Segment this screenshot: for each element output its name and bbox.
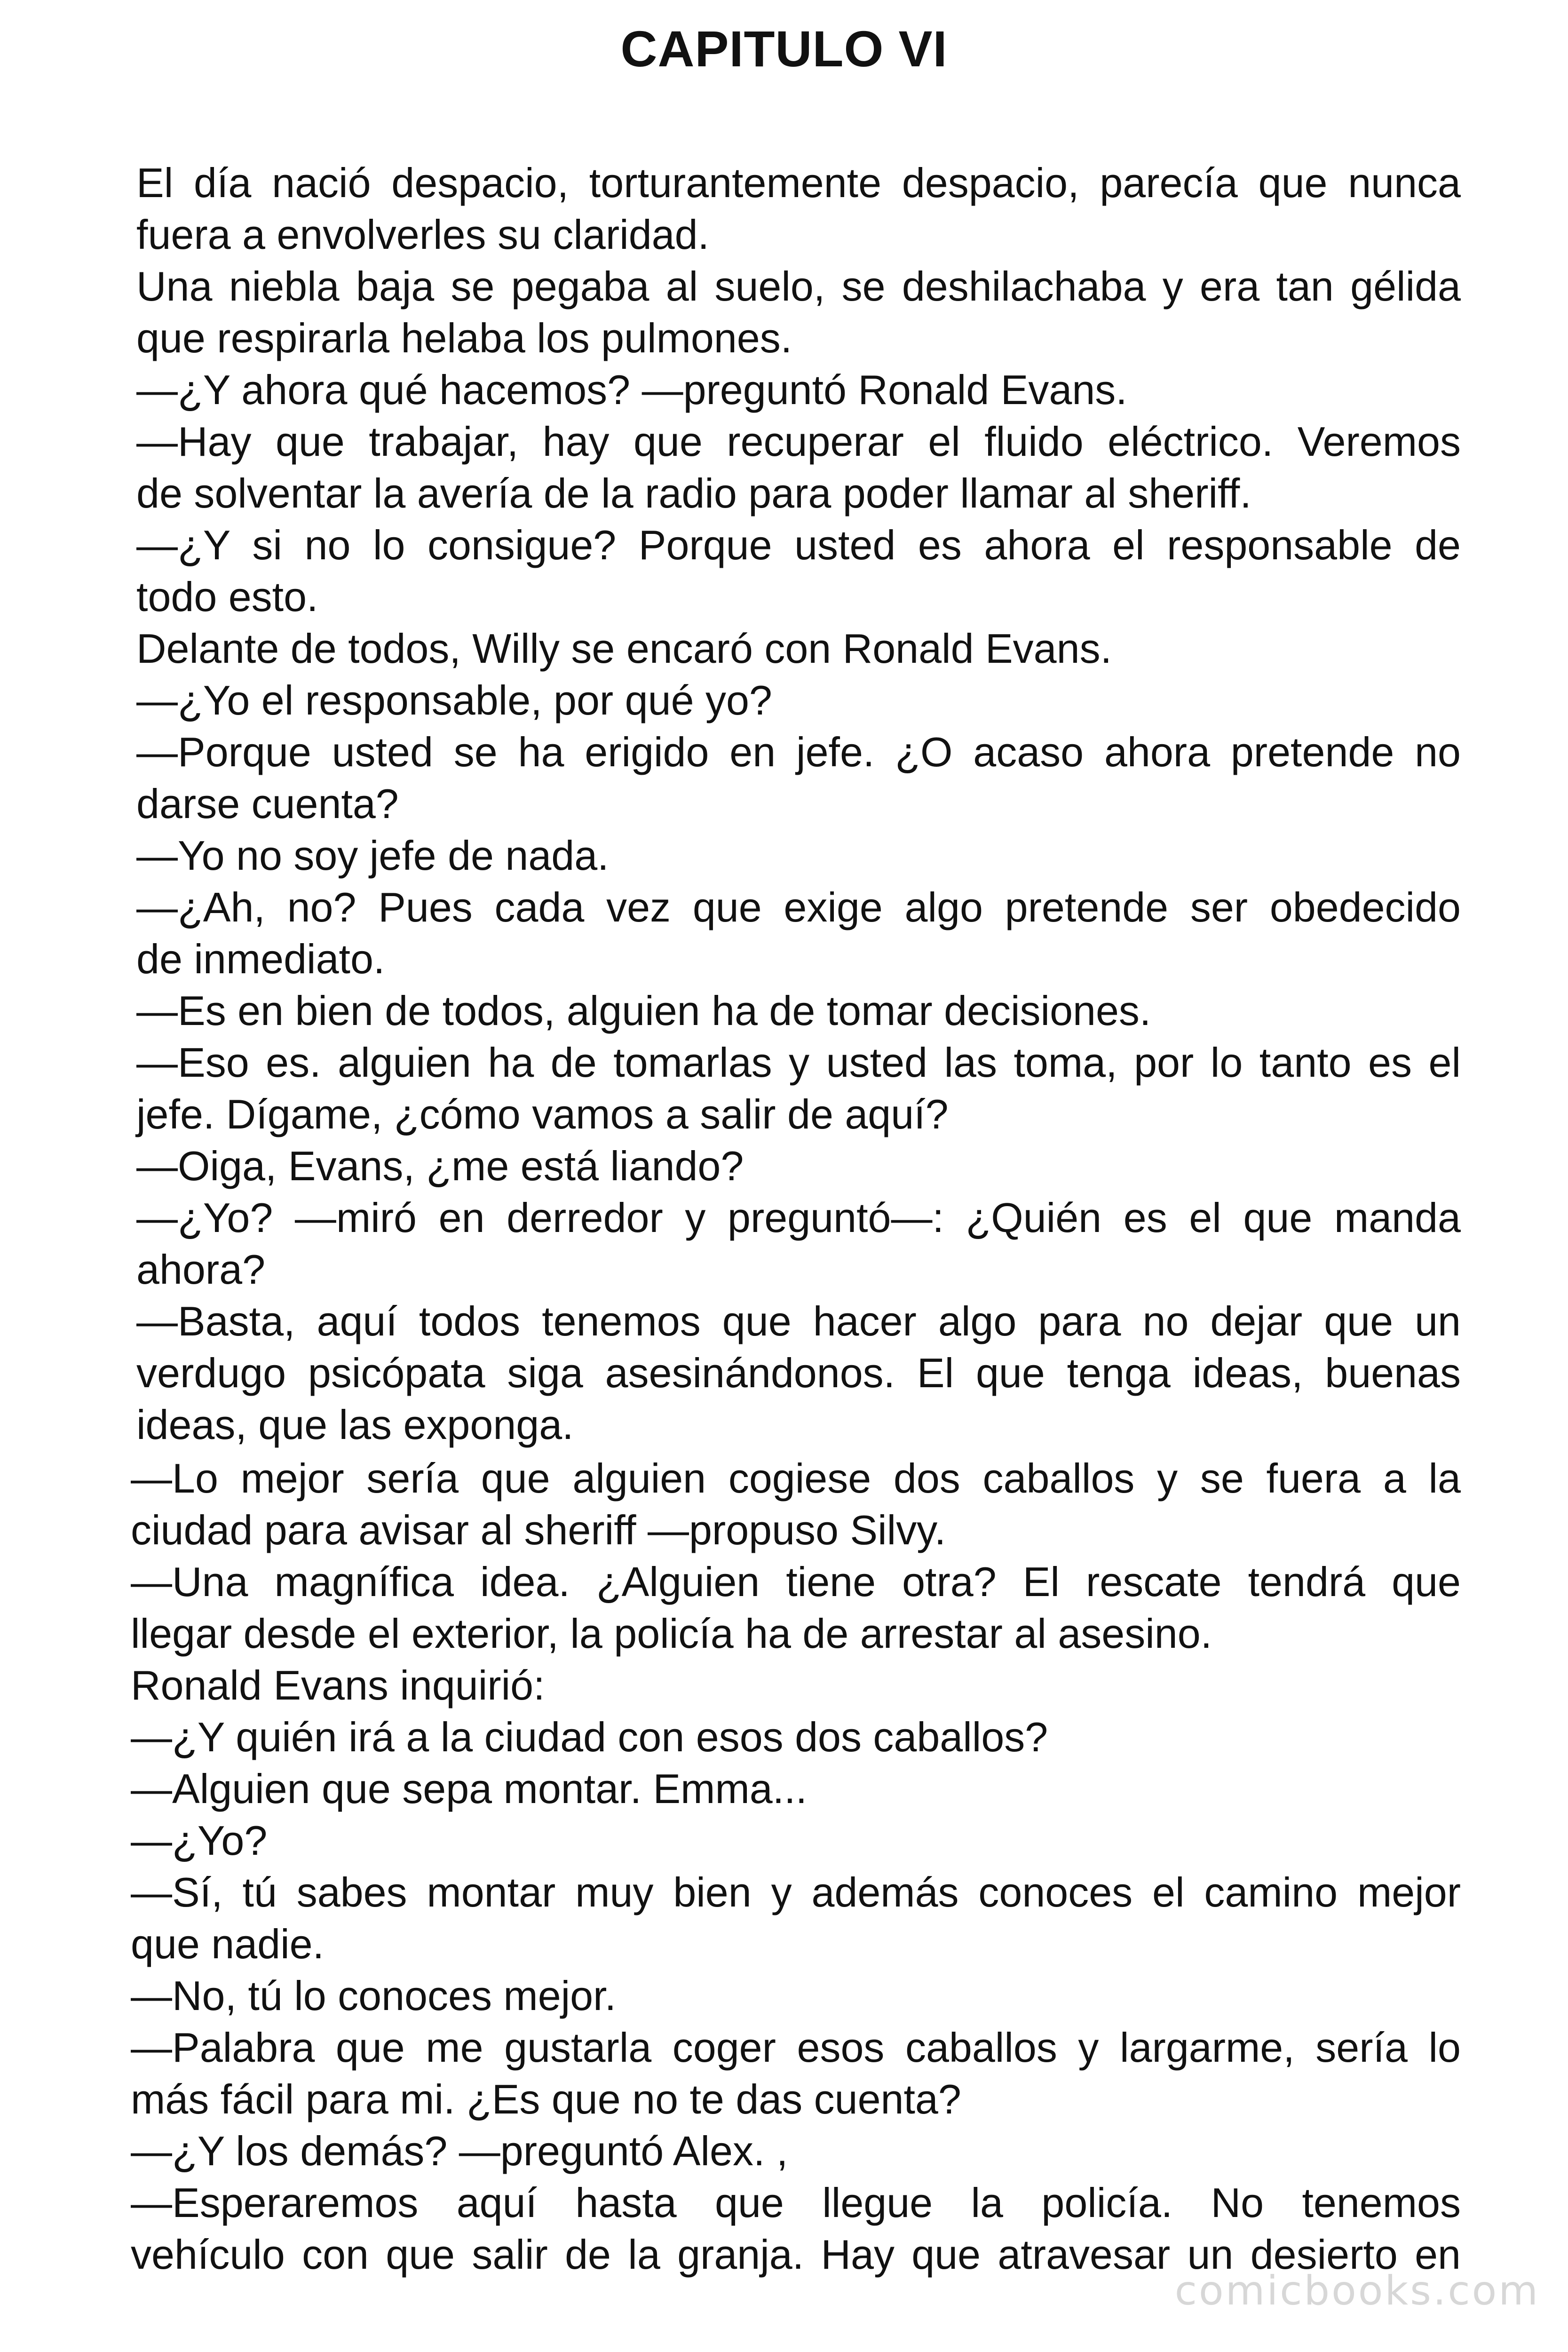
text-line: Una niebla baja se pegaba al suelo, se deshilachaba y era tan gélida — [136, 263, 1461, 310]
text-line: —¿Y si no lo consigue? Porque usted es ahora el responsable de — [136, 522, 1461, 568]
text-line: —Esperaremos aquí hasta que llegue la policía. No tenemos — [131, 2179, 1461, 2226]
text-line: ideas, que las exponga. — [136, 1401, 574, 1448]
text-line: —Porque usted se ha erigido en jefe. ¿O acaso ahora pretende no — [136, 729, 1461, 775]
text-line: —Sí, tú sabes montar muy bien y además conoces el camino mejor — [131, 1869, 1461, 1915]
text-line: —Yo no soy jefe de nada. — [136, 832, 609, 879]
text-line: —Basta, aquí todos tenemos que hacer algo para no dejar que un — [136, 1298, 1461, 1344]
text-line: —¿Y ahora qué hacemos? —preguntó Ronald Evans. — [136, 366, 1127, 413]
text-line: darse cuenta? — [136, 780, 399, 827]
text-line: —¿Yo el responsable, por qué yo? — [136, 677, 772, 723]
text-line: de inmediato. — [136, 936, 385, 982]
text-line: —Oiga, Evans, ¿me está liando? — [136, 1143, 744, 1189]
text-line: —¿Y los demás? —preguntó Alex. , — [131, 2128, 788, 2174]
text-line: que nadie. — [131, 1921, 325, 1967]
text-line: —Hay que trabajar, hay que recuperar el fluido eléctrico. Veremos — [136, 418, 1461, 465]
text-line: llegar desde el exterior, la policía ha de arrestar al asesino. — [131, 1610, 1212, 1657]
text-line: ciudad para avisar al sheriff —propuso Silvy. — [131, 1507, 946, 1553]
text-line: vehículo con que salir de la granja. Hay que atravesar un desierto en — [131, 2231, 1461, 2278]
text-line: que respirarla helaba los pulmones. — [136, 315, 792, 361]
text-line: —¿Yo? —miró en derredor y preguntó—: ¿Quién es el que manda — [136, 1194, 1461, 1241]
text-line: —Una magnífica idea. ¿Alguien tiene otra? El rescate tendrá que — [131, 1558, 1461, 1605]
text-line: —¿Ah, no? Pues cada vez que exige algo pretende ser obedecido — [136, 884, 1461, 930]
text-line: El día nació despacio, torturantemente despacio, parecía que nunca — [136, 159, 1461, 206]
chapter-title: CAPITULO VI — [620, 20, 948, 77]
text-line: —Palabra que me gustarla coger esos caballos y largarme, sería lo — [131, 2024, 1461, 2071]
text-line: —¿Y quién irá a la ciudad con esos dos caballos? — [131, 1714, 1048, 1760]
text-line: —No, tú lo conoces mejor. — [131, 1972, 617, 2019]
text-line: más fácil para mi. ¿Es que no te das cuenta? — [131, 2076, 961, 2122]
text-line: —Eso es. alguien ha de tomarlas y usted las toma, por lo tanto es el — [136, 1039, 1461, 1086]
text-line: —Es en bien de todos, alguien ha de tomar decisiones. — [136, 987, 1151, 1034]
text-line: Delante de todos, Willy se encaró con Ronald Evans. — [136, 625, 1112, 672]
text-line: jefe. Dígame, ¿cómo vamos a salir de aquí? — [136, 1091, 949, 1137]
text-line: —Alguien que sepa montar. Emma... — [131, 1765, 808, 1812]
body-text-block-2 — [131, 1453, 1461, 2280]
text-line: —Lo mejor sería que alguien cogiese dos caballos y se fuera a la — [131, 1455, 1461, 1502]
text-line: Ronald Evans inquirió: — [131, 1662, 545, 1708]
body-text-block-1 — [136, 157, 1461, 1451]
watermark: comicbooks.com — [1174, 2267, 1540, 2314]
text-line: de solventar la avería de la radio para poder llamar al sheriff. — [136, 470, 1251, 516]
text-line: verdugo psicópata siga asesinándonos. El que tenga ideas, buenas — [136, 1350, 1461, 1396]
text-line: ahora? — [136, 1246, 266, 1293]
text-line: fuera a envolverles su claridad. — [136, 211, 709, 258]
text-line: —¿Yo? — [131, 1817, 268, 1864]
text-line: todo esto. — [136, 573, 318, 620]
